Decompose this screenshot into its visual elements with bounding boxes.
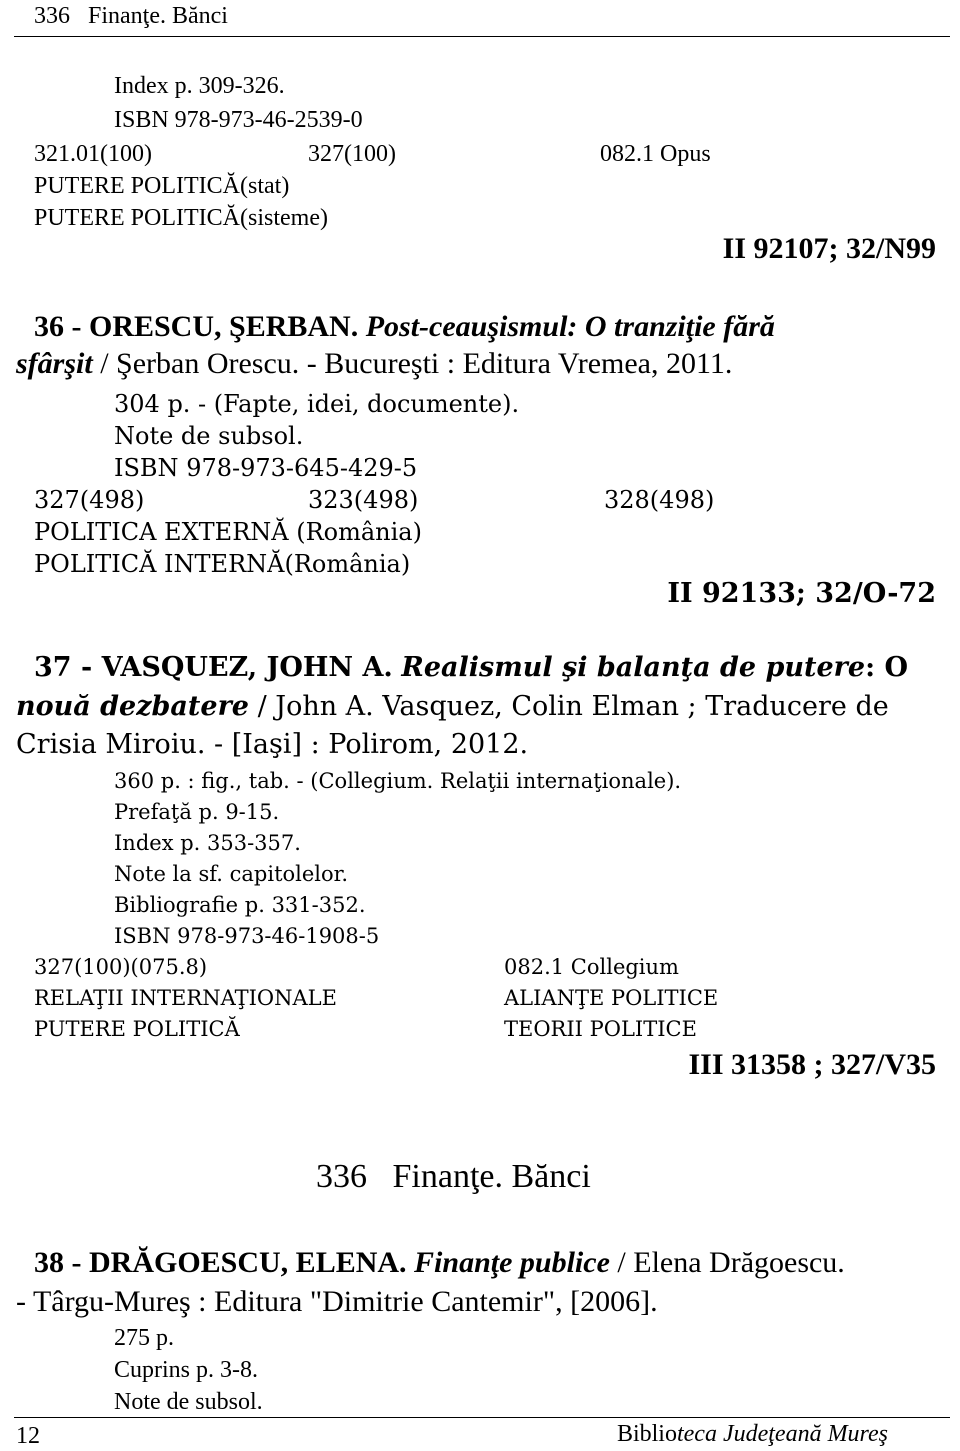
entry-line: Prefaţă p. 9-15. [114, 800, 280, 824]
entry-line: ISBN 978-973-46-2539-0 [114, 107, 363, 133]
header-rule [14, 36, 950, 37]
entry-line: 275 p. [114, 1325, 174, 1351]
footer-library-b: teca Judeţeană Mureş [676, 1421, 888, 1447]
footer-library [617, 1422, 888, 1446]
call-number: III 31358 ; 327/V35 [688, 1048, 936, 1081]
entry-author: 37 - VASQUEZ, JOHN A. [34, 652, 393, 683]
entry-title-line [34, 312, 775, 342]
entry-title: Post-ceauşismul: O tranziţie fără [365, 310, 775, 343]
subject-heading: RELAŢII INTERNAŢIONALE [34, 986, 337, 1010]
class-code: 323(498) [308, 486, 419, 514]
entry-line: ISBN 978-973-645-429-5 [114, 454, 418, 482]
entry-title: Finanţe publice [414, 1246, 610, 1279]
entry-line: Index p. 353-357. [114, 831, 301, 855]
entry-title-line [16, 349, 732, 379]
entry-line: Note de subsol. [114, 422, 304, 450]
entry-title-line [16, 693, 889, 720]
entry-title-line [34, 1248, 845, 1278]
entry-line: Index p. 309-326. [114, 73, 285, 99]
entry-line: 360 p. : fig., tab. - (Collegium. Relaţii internaţionale). [114, 769, 682, 793]
footer-library-a: Biblio [616, 1421, 677, 1447]
entry-imprint: - Târgu-Mureş : Editura "Dimitrie Cantemir", [2006]. [16, 1285, 658, 1318]
entry-authors: / Elena Drăgoescu. [609, 1246, 845, 1279]
entry-authors: / John A. Vasquez, Colin Elman ; Traducere de [248, 691, 889, 722]
call-number: II 92107; 32/N99 [722, 232, 936, 265]
class-code: 328(498) [604, 486, 715, 514]
entry-line: 304 p. - (Fapte, idei, documente). [114, 390, 520, 418]
footer-rule [14, 1417, 950, 1418]
entry-title: nouă dezbatere [16, 691, 249, 722]
entry-author: 36 - ORESCU, ŞERBAN. [34, 310, 359, 343]
entry-line: Cuprins p. 3-8. [114, 1357, 258, 1383]
entry-line: Note de subsol. [114, 1389, 263, 1415]
header-page-number: 336 [34, 3, 70, 29]
section-title: Finanţe. Bănci [392, 1158, 591, 1195]
section-heading [316, 1160, 591, 1194]
entry-imprint: Crisia Miroiu. - [Iaşi] : Polirom, 2012. [16, 729, 529, 760]
page-header [34, 4, 228, 28]
subject-heading: PUTERE POLITICĂ [34, 1017, 240, 1041]
subject-heading: POLITICA EXTERNĂ (România) [34, 518, 422, 546]
subject-heading: PUTERE POLITICĂ(stat) [34, 173, 290, 199]
class-code: 082.1 Collegium [504, 955, 679, 979]
class-code: 082.1 Opus [600, 141, 711, 167]
entry-line: Bibliografie p. 331-352. [114, 893, 366, 917]
subject-heading: TEORII POLITICE [504, 1017, 697, 1041]
call-number: II 92133; 32/O-72 [667, 578, 936, 609]
section-number: 336 [316, 1158, 367, 1195]
entry-title: Realismul şi balanţa de putere [401, 652, 866, 683]
class-code: 321.01(100) [34, 141, 152, 167]
subject-heading: PUTERE POLITICĂ(sisteme) [34, 205, 328, 231]
entry-line: Note la sf. capitolelor. [114, 862, 349, 886]
entry-title: sfârşit [16, 347, 93, 380]
subject-heading: ALIANŢE POLITICE [504, 986, 719, 1010]
header-section: Finanţe. Bănci [88, 3, 228, 29]
entry-imprint: / Şerban Orescu. - Bucureşti : Editura Vremea, 2011. [92, 347, 733, 380]
entry-author: 38 - DRĂGOESCU, ELENA. [34, 1246, 407, 1279]
entry-title-line [34, 654, 908, 681]
class-code: 327(498) [34, 486, 145, 514]
footer-page-number: 12 [16, 1423, 40, 1449]
class-code: 327(100) [308, 141, 396, 167]
entry-title-rest: : O [865, 652, 908, 683]
class-code: 327(100)(075.8) [34, 955, 208, 979]
subject-heading: POLITICĂ INTERNĂ(România) [34, 550, 411, 578]
entry-line: ISBN 978-973-46-1908-5 [114, 924, 380, 948]
